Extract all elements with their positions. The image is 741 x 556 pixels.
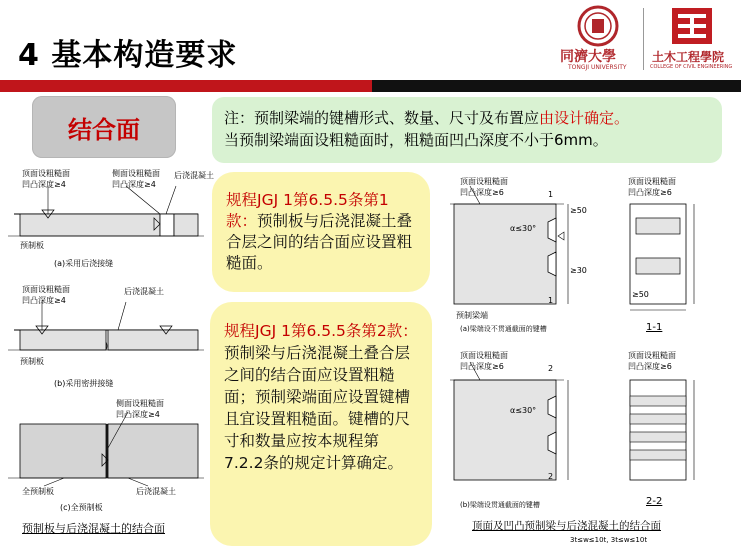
fig-b-label-slab: 预制板 xyxy=(20,357,44,366)
note-line-1 xyxy=(224,107,712,129)
fig-b-caption: (b)采用密拼接缝 xyxy=(54,379,114,388)
fig-a-label-top: 顶面设粗糙面 凹凸深度≥4 xyxy=(22,169,70,189)
rule-2-body: 预制梁与后浇混凝土叠合层之间的结合面应设置粗糙面；预制梁端面应设置键槽且宜设置粗糙面。键槽的尺寸和数量应按本规程第7.2.2条的规定计算确定。 xyxy=(224,344,411,472)
rfig-b-top-label: 顶面设粗糙面 凹凸深度≥6 xyxy=(460,351,508,371)
beam-elevation-a xyxy=(450,186,568,304)
rfig-a-cut-bottom: 1 xyxy=(548,296,554,305)
section-2-2 xyxy=(630,380,694,480)
fig-b-label-cast: 后浇混凝土 xyxy=(124,287,164,296)
section-badge: 结合面 xyxy=(32,96,176,158)
rfig-b-caption: (b)梁端设贯通截面的键槽 xyxy=(460,501,540,509)
fig-a-label-cast: 后浇混凝土 xyxy=(174,171,214,180)
fig-b-label-top: 顶面设粗糙面 凹凸深度≥4 xyxy=(22,285,70,305)
page-title: 4 基本构造要求 xyxy=(18,38,238,73)
right-bottom-note: 3t≤w≤10t, 3t≤w≤10t xyxy=(570,536,648,544)
rfig-22-caption: 2-2 xyxy=(646,496,663,507)
rfig-a-dim-w: ≥50 xyxy=(570,206,587,215)
note-line-1-text: 注：预制梁端的键槽形式、数量、尺寸及布置应 xyxy=(224,109,540,127)
header-bar-red xyxy=(0,80,372,92)
figure-c xyxy=(8,412,204,486)
rfig-a-caption: (a)梁端设不贯通截面的键槽 xyxy=(460,325,547,333)
fig-c-label-side: 侧面设粗糙面 凹凸深度≥4 xyxy=(116,399,164,419)
rfig-11-dim: ≥50 xyxy=(632,290,649,299)
rule-2-heading: 规程JGJ 1第6.5.5条第2款： xyxy=(224,322,418,340)
tongji-name-en: TONGJI UNIVERSITY xyxy=(568,64,627,71)
rule-1-bubble xyxy=(212,172,430,292)
figure-b xyxy=(8,302,204,350)
rule-1-heading: 规程JGJ 1第6.5.5条第1款： xyxy=(226,191,389,230)
college-logo xyxy=(670,6,714,50)
note-highlight: 由设计确定。 xyxy=(539,109,630,127)
rfig-11-caption: 1-1 xyxy=(646,322,663,333)
beam-elevation-b xyxy=(450,362,568,480)
rule-2-bubble xyxy=(210,302,432,546)
left-main-caption: 预制板与后浇混凝土的结合面 xyxy=(22,522,165,535)
college-emblem-icon xyxy=(670,6,714,46)
rfig-11-top-label: 顶面设粗糙面 凹凸深度≥6 xyxy=(628,177,676,197)
note-line-2: 当预制梁端面设粗糙面时，粗糙面凹凸深度不小于6mm。 xyxy=(224,131,608,149)
fig-c-label-full: 全预制板 xyxy=(22,487,54,496)
college-name: 土木工程學院 xyxy=(652,50,725,64)
fig-a-label-side: 侧面设粗糙面 凹凸深度≥4 xyxy=(112,169,160,189)
note-box xyxy=(212,97,722,163)
tongji-seal-icon xyxy=(576,4,638,50)
rfig-a-cut-top: 1 xyxy=(548,190,554,199)
fig-a-caption: (a)采用后浇接缝 xyxy=(54,259,114,268)
fig-a-label-slab: 预制板 xyxy=(20,241,44,250)
fig-c-caption: (c)全预制板 xyxy=(60,503,103,512)
fig-c-label-cast: 后浇混凝土 xyxy=(136,487,176,496)
college-name-en: COLLEGE OF CIVIL ENGINEERING xyxy=(650,64,733,70)
right-main-caption: 顶面及凹凸预制梁与后浇混凝土的结合面 xyxy=(472,520,661,532)
header-bar-black xyxy=(372,80,741,92)
rule-1-body: 预制板与后浇混凝土叠合层之间的结合面应设置粗糙面。 xyxy=(226,212,413,272)
logo-divider xyxy=(643,8,644,70)
rfig-a-dim-g: ≥30 xyxy=(570,266,587,275)
rfig-a-top-label: 顶面设粗糙面 凹凸深度≥6 xyxy=(460,177,508,197)
rfig-b-angle: α≤30° xyxy=(510,406,537,415)
tongji-name: 同濟大學 xyxy=(560,49,616,65)
rfig-b-cut-bottom: 2 xyxy=(548,472,554,481)
figure-a xyxy=(8,186,204,236)
rfig-a-beam-label: 预制梁端 xyxy=(456,311,488,320)
rfig-b-cut-top: 2 xyxy=(548,364,554,373)
rfig-a-angle: α≤30° xyxy=(510,224,537,233)
rfig-22-top-label: 顶面设粗糙面 凹凸深度≥6 xyxy=(628,351,676,371)
